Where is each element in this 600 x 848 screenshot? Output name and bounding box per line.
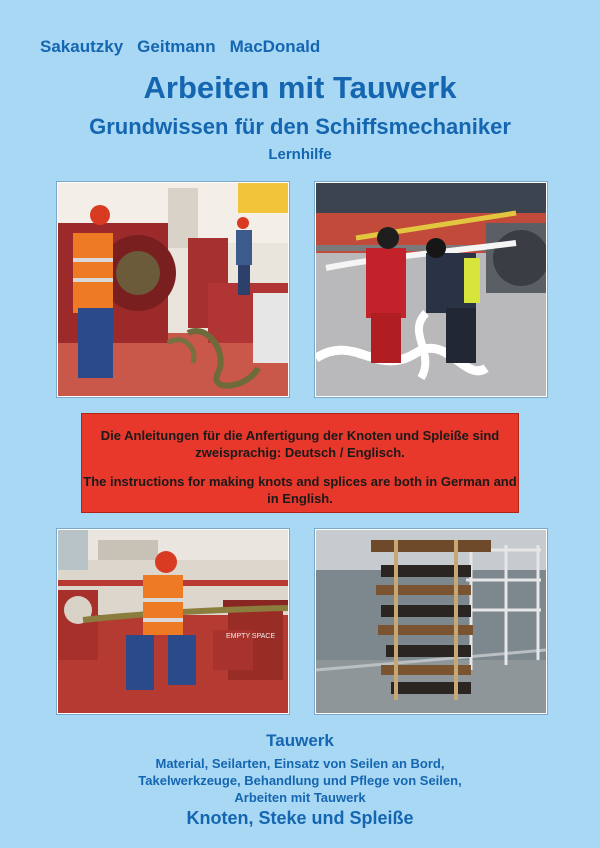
topics-list (0, 755, 600, 806)
topics-subheading: Knoten, Steke und Spleiße (186, 808, 414, 828)
winch-tag: EMPTY SPACE (226, 633, 276, 640)
book-subtitle: Grundwissen für den Schiffsmechaniker (89, 114, 511, 139)
author-1: Sakautzky (40, 37, 124, 56)
topic-line: Takelwerkzeuge, Behandlung und Pflege von Seilen, (138, 773, 462, 788)
authors (40, 37, 320, 57)
topic-line: Arbeiten mit Tauwerk (234, 790, 366, 805)
language-notice (81, 413, 519, 513)
book-title: Arbeiten mit Tauwerk (143, 70, 457, 105)
topic-line: Material, Seilarten, Einsatz von Seilen an Bord, (155, 756, 445, 771)
photo-pilot-ladder (315, 529, 547, 714)
notice-german: Die Anleitungen für die Anfertigung der Knoten und Spleiße sind zweisprachig: Deutsch / Englisch. (100, 428, 500, 460)
photo-mooring-bitt (57, 529, 289, 714)
photo-rope-splicing (315, 182, 547, 397)
author-2: Geitmann (137, 37, 216, 56)
author-3: MacDonald (229, 37, 321, 56)
topics-heading: Tauwerk (266, 731, 334, 750)
book-label: Lernhilfe (268, 146, 332, 163)
notice-english: The instructions for making knots and splices are both in German and in English. (83, 474, 517, 506)
photo-winch-worker (57, 182, 289, 397)
topics-block (0, 731, 600, 829)
